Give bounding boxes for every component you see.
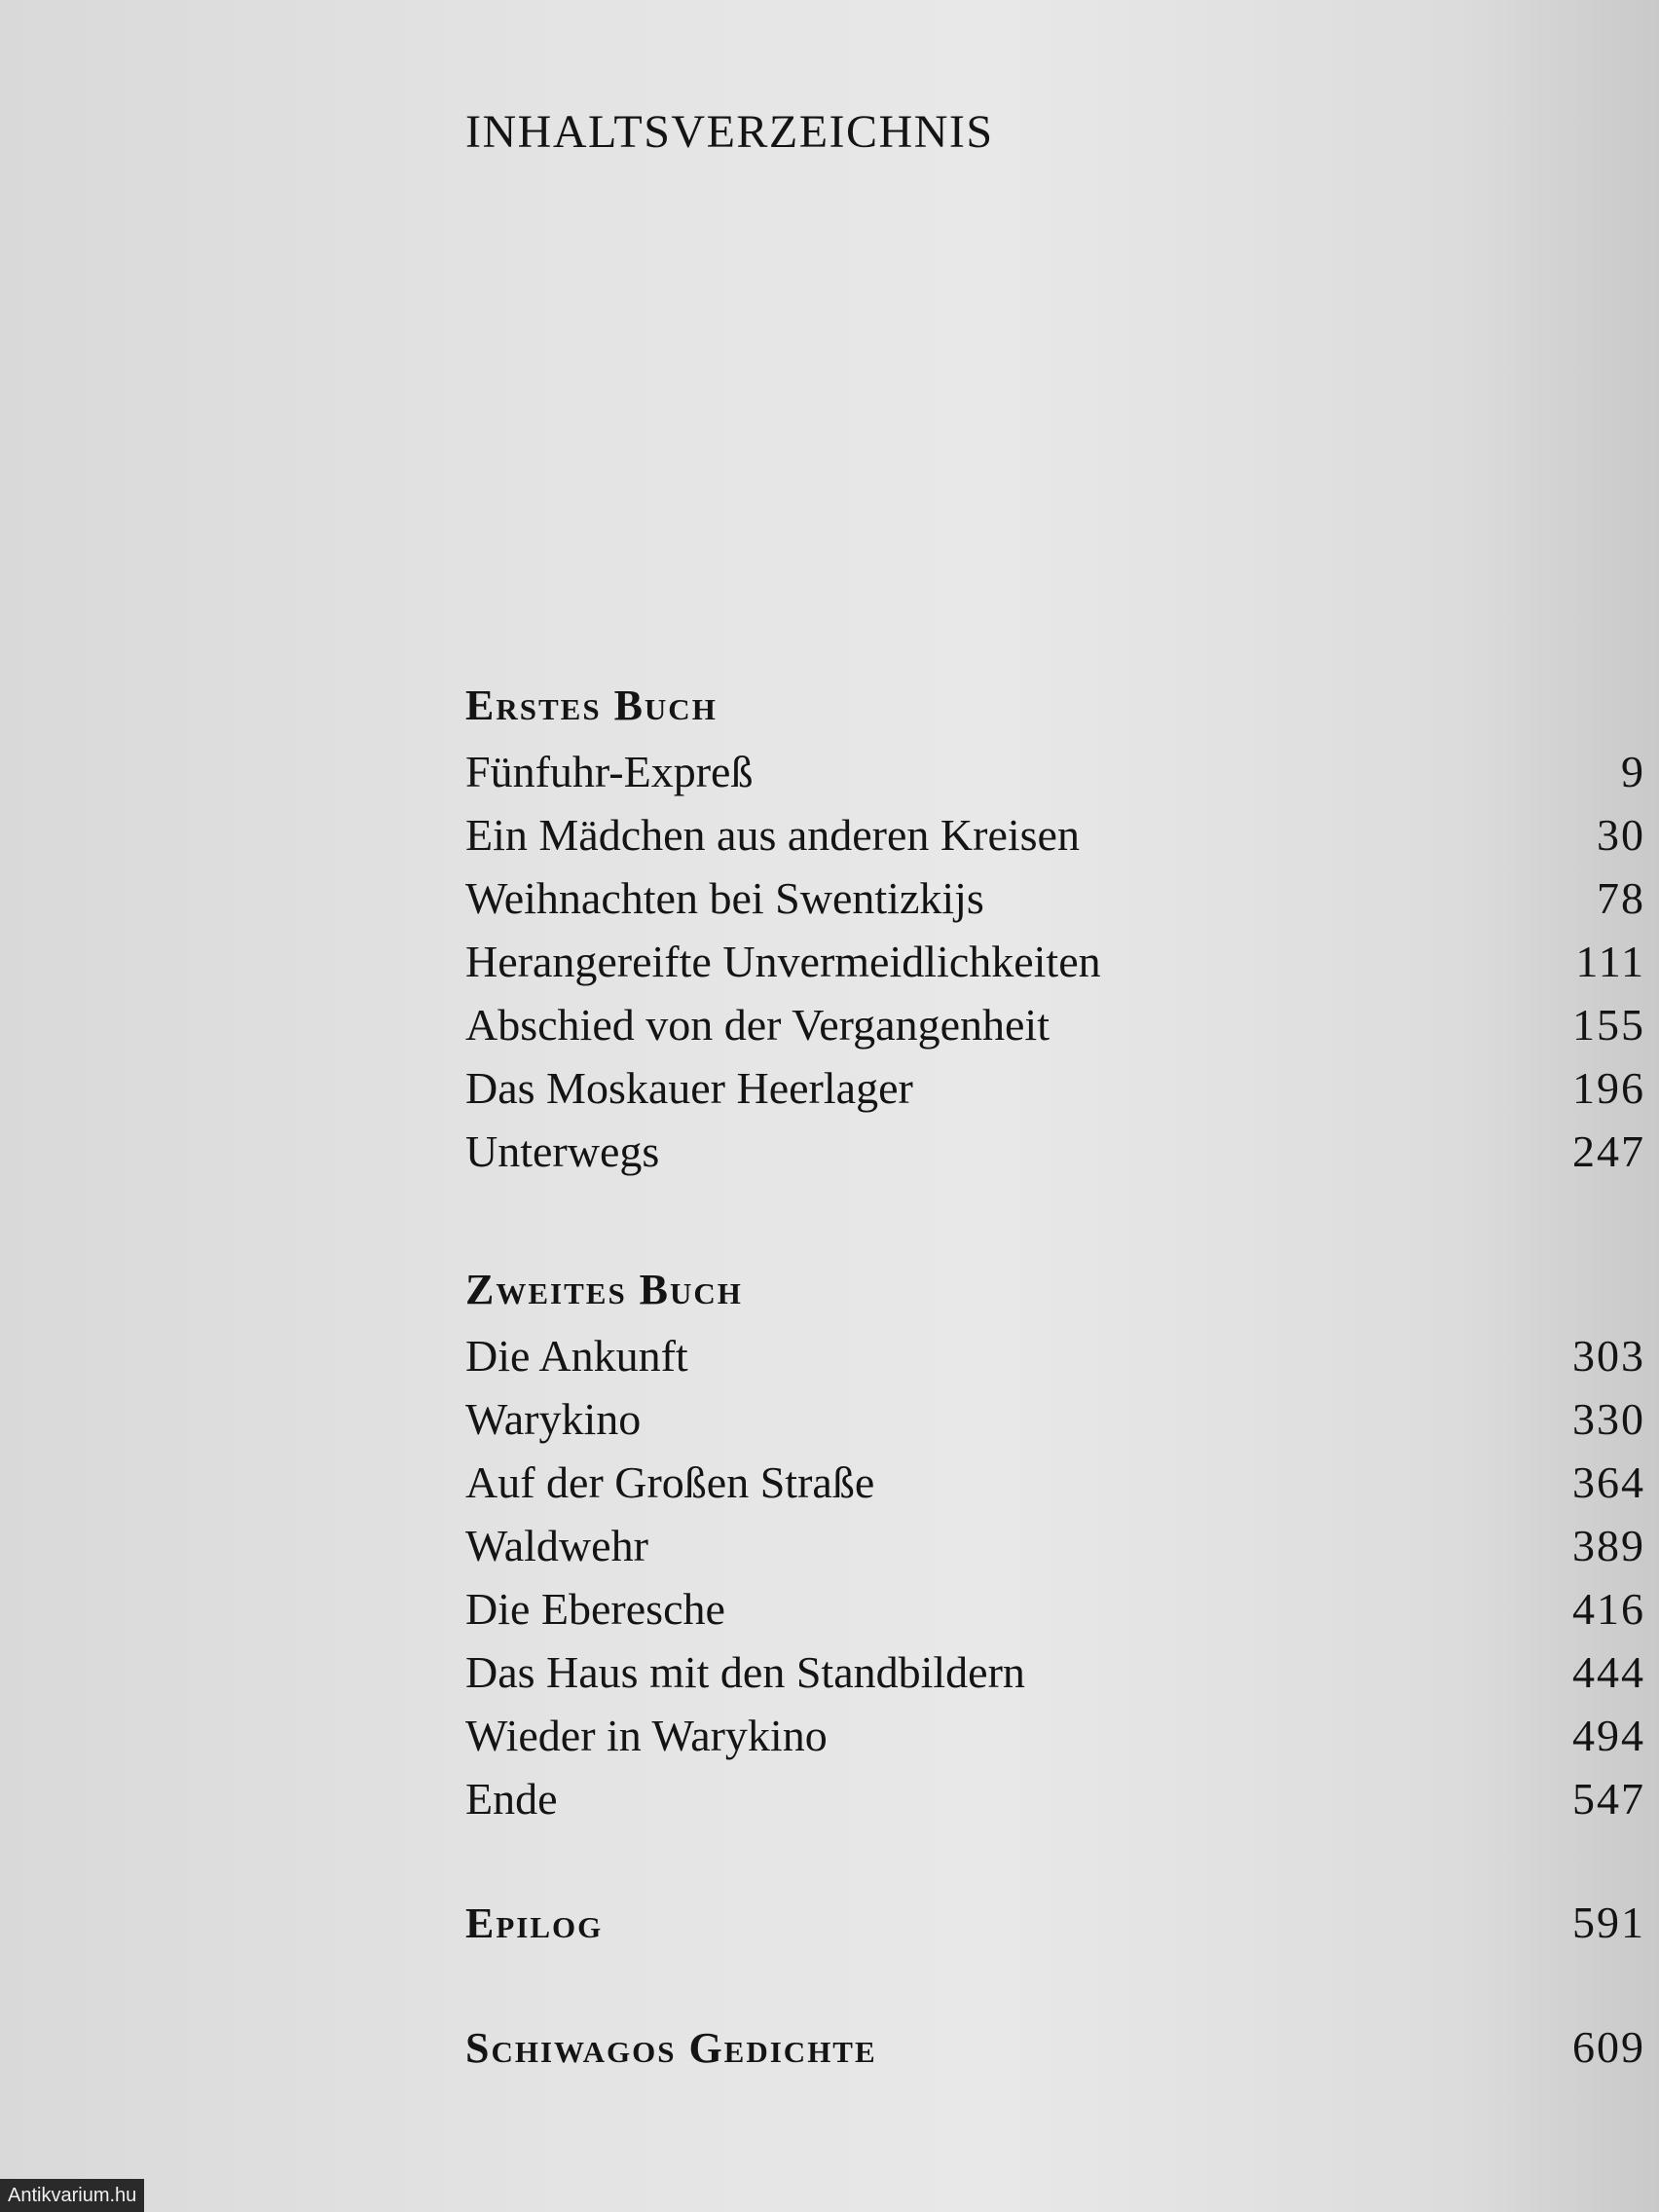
entry-page: 416 xyxy=(1572,1584,1645,1634)
entry-page: 330 xyxy=(1572,1394,1645,1444)
entry-page: 155 xyxy=(1572,1000,1645,1050)
toc-entry-epilog xyxy=(465,1897,1645,1948)
entry-page: 364 xyxy=(1572,1457,1645,1507)
toc-entry xyxy=(465,993,1645,1056)
entry-page: 78 xyxy=(1597,873,1645,923)
entry-label: Das Haus mit den Standbildern xyxy=(465,1647,1025,1697)
page-title: INHALTSVERZEICHNIS xyxy=(465,106,994,158)
toc-entry xyxy=(465,930,1645,993)
toc-entry xyxy=(465,1704,1645,1767)
entry-label: Wieder in Warykino xyxy=(465,1711,828,1760)
epilog-page: 591 xyxy=(1572,1898,1645,1947)
toc-entry xyxy=(465,1767,1645,1830)
toc-entry xyxy=(465,1641,1645,1704)
toc-entry xyxy=(465,1577,1645,1641)
toc-entry xyxy=(465,740,1645,803)
gedichte-label: Schiwagos Gedichte xyxy=(465,2024,877,2072)
section-heading: Zweites Buch xyxy=(465,1266,743,1313)
entry-page: 30 xyxy=(1597,810,1645,860)
entry-page: 444 xyxy=(1572,1647,1645,1697)
toc-entry xyxy=(465,1324,1645,1387)
entry-label: Warykino xyxy=(465,1394,642,1444)
toc-entry xyxy=(465,866,1645,930)
entry-label: Auf der Großen Straße xyxy=(465,1457,875,1507)
toc-entry-gedichte xyxy=(465,2021,1645,2073)
entry-label: Das Moskauer Heerlager xyxy=(465,1063,913,1113)
toc-entry xyxy=(465,1056,1645,1120)
epilog-label: Epilog xyxy=(465,1899,604,1947)
contents-page xyxy=(465,0,1645,2212)
entry-label: Ende xyxy=(465,1774,558,1824)
entry-page: 547 xyxy=(1572,1774,1645,1824)
section-heading: Erstes Buch xyxy=(465,682,718,729)
entry-label: Ein Mädchen aus anderen Kreisen xyxy=(465,810,1080,860)
entry-page: 247 xyxy=(1572,1126,1645,1176)
toc-entry xyxy=(465,1387,1645,1451)
entry-page: 389 xyxy=(1572,1521,1645,1570)
entry-label: Weihnachten bei Swentizkijs xyxy=(465,873,984,923)
toc-entry xyxy=(465,1120,1645,1183)
entry-label: Die Eberesche xyxy=(465,1584,725,1634)
entry-label: Waldwehr xyxy=(465,1521,648,1570)
watermark: Antikvarium.hu xyxy=(0,2179,144,2212)
section-zweites-buch xyxy=(465,1256,1645,1830)
toc-entry xyxy=(465,1514,1645,1577)
entry-page: 111 xyxy=(1575,937,1645,986)
entry-label: Die Ankunft xyxy=(465,1331,688,1381)
section-erstes-buch xyxy=(465,672,1645,1183)
toc-entry xyxy=(465,1451,1645,1514)
toc-entry xyxy=(465,803,1645,866)
entry-page: 196 xyxy=(1572,1063,1645,1113)
entry-page: 303 xyxy=(1572,1331,1645,1381)
entry-label: Fünfuhr-Expreß xyxy=(465,747,754,796)
entry-page: 494 xyxy=(1572,1711,1645,1760)
entry-label: Unterwegs xyxy=(465,1126,660,1176)
entry-label: Herangereifte Unvermeidlichkeiten xyxy=(465,937,1101,986)
entry-page: 9 xyxy=(1621,747,1645,796)
gedichte-page: 609 xyxy=(1572,2022,1645,2072)
entry-label: Abschied von der Vergangenheit xyxy=(465,1000,1050,1050)
